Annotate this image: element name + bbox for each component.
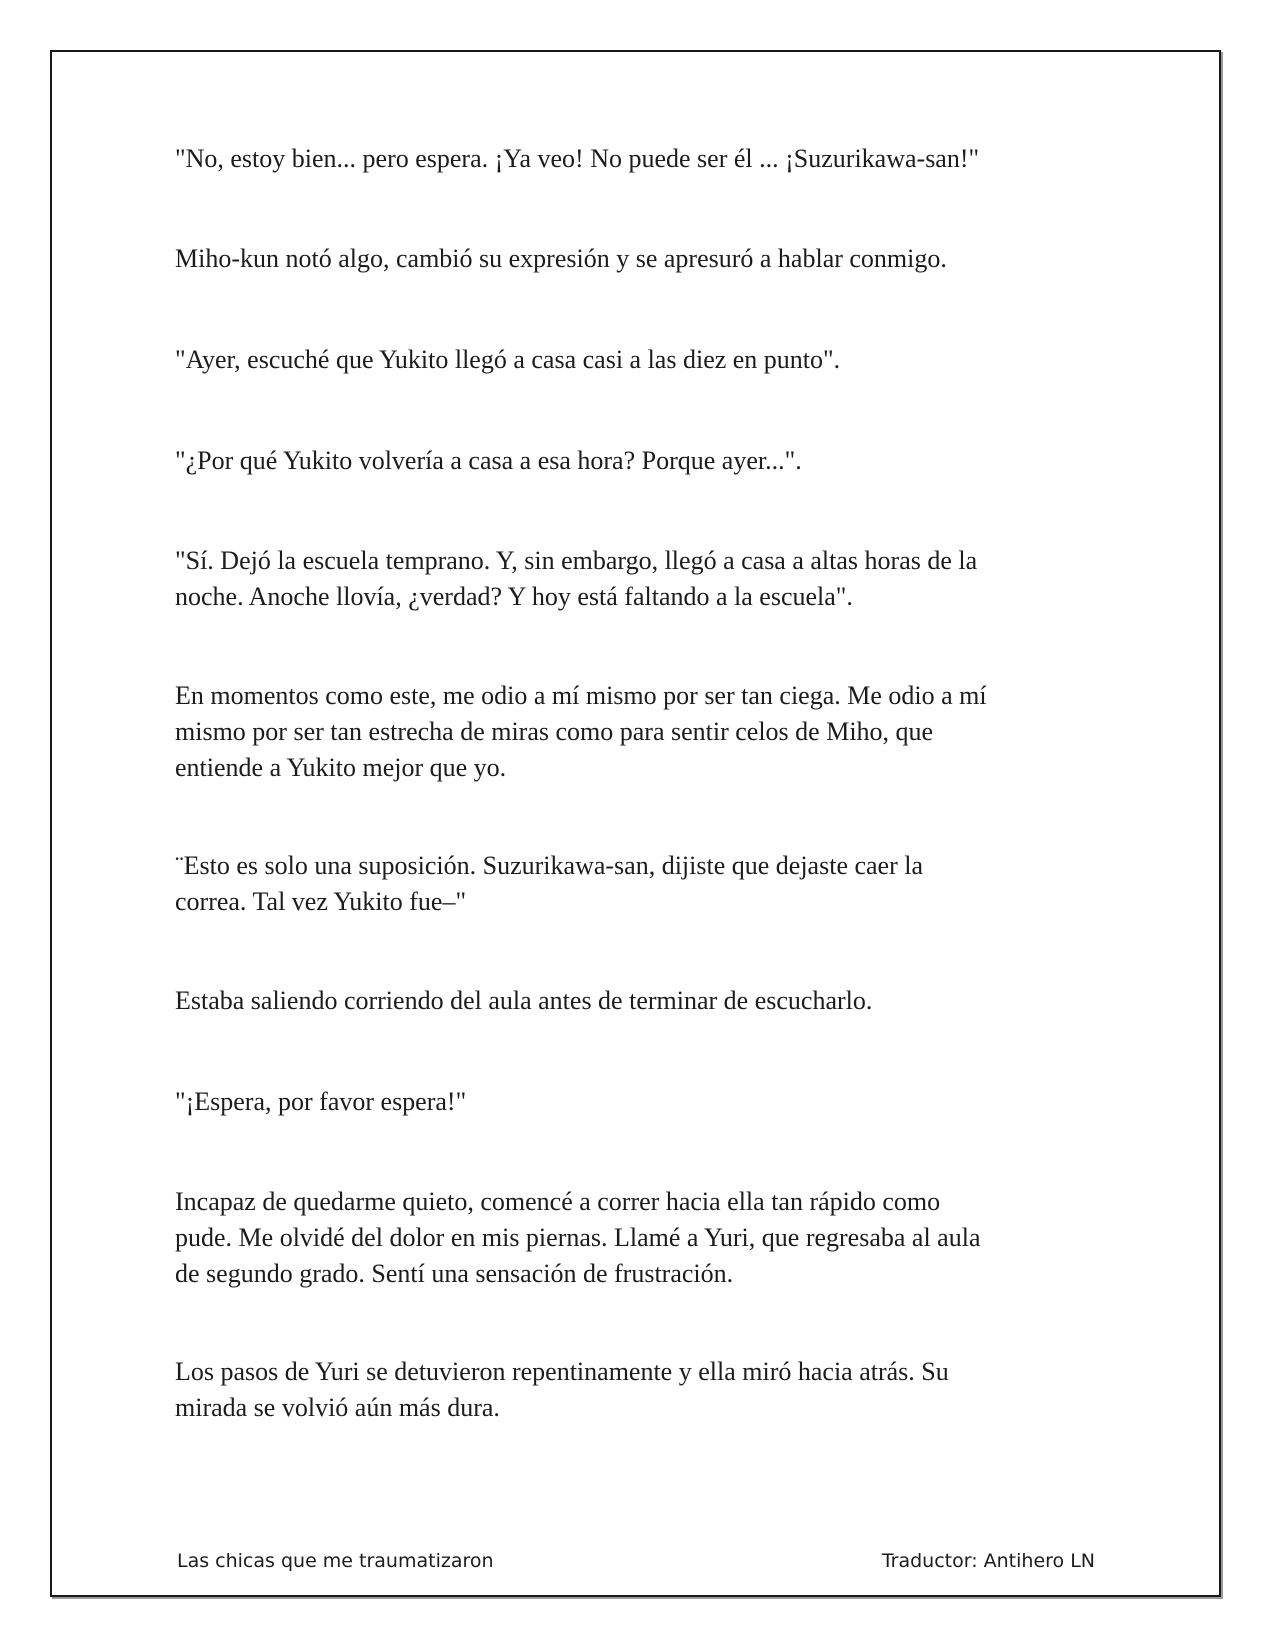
paragraph-9: "¡Espera, por favor espera!" bbox=[175, 1087, 467, 1116]
paragraph-10: Incapaz de quedarme quieto, comencé a correr hacia ella tan rápido como pude. Me olvidé del dolor en mis piernas. Llamé a Yuri, que regresaba al aula de segundo grado. Sentí una sensación de frustración. bbox=[175, 1187, 981, 1288]
paragraph-1: "No, estoy bien... pero espera. ¡Ya veo! No puede ser él ... ¡Suzurikawa-san!" bbox=[175, 144, 980, 173]
paragraph-2: Miho-kun notó algo, cambió su expresión y se apresuró a hablar conmigo. bbox=[175, 244, 947, 273]
footer-translator: Traductor: Antihero LN bbox=[881, 1550, 1095, 1572]
paragraph-6: En momentos como este, me odio a mí mismo por ser tan ciega. Me odio a mí mismo por ser tan estrecha de miras como para sentir celos de Miho, que entiende a Yukito mejor que yo. bbox=[175, 681, 987, 782]
footer-book-title: Las chicas que me traumatizaron bbox=[177, 1550, 494, 1572]
paragraph-8: Estaba saliendo corriendo del aula antes de terminar de escucharlo. bbox=[175, 986, 873, 1015]
paragraph-5: "Sí. Dejó la escuela temprano. Y, sin embargo, llegó a casa a altas horas de la noche. Anoche llovía, ¿verdad? Y hoy está faltando a la escuela". bbox=[175, 546, 978, 611]
paragraph-7: ¨Esto es solo una suposición. Suzurikawa-san, dijiste que dejaste caer la correa. Tal vez Yukito fue–" bbox=[175, 851, 924, 916]
paragraph-4: "¿Por qué Yukito volvería a casa a esa hora? Porque ayer...". bbox=[175, 446, 802, 475]
paragraph-11: Los pasos de Yuri se detuvieron repentinamente y ella miró hacia atrás. Su mirada se volvió aún más dura. bbox=[175, 1357, 949, 1422]
paragraph-3: "Ayer, escuché que Yukito llegó a casa casi a las diez en punto". bbox=[175, 345, 841, 374]
